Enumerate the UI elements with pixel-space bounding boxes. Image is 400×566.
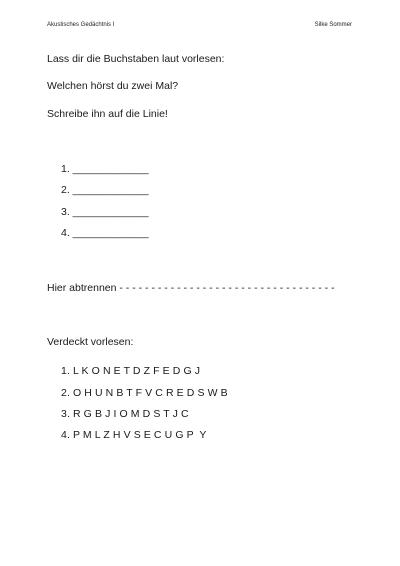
- answer-line-2: 2. _____________: [61, 184, 149, 196]
- letter-sequence-3: 3. R G B J I O M D S T J C: [61, 408, 189, 420]
- cut-here-separator: Hier abtrennen - - - - - - - - - - - - - - - - - - - - - - - - - - - - - - - - - -: [47, 282, 335, 294]
- letter-sequence-4: 4. P M L Z H V S E C U G P Y: [61, 429, 207, 441]
- instruction-2: Welchen hörst du zwei Mal?: [47, 80, 179, 92]
- letter-sequence-1: 1. L K O N E T D Z F E D G J: [61, 365, 201, 377]
- header-left-text: Akustisches Gedächtnis I: [47, 22, 115, 28]
- instruction-3: Schreibe ihn auf die Linie!: [47, 108, 168, 120]
- answer-line-3: 3. _____________: [61, 206, 149, 218]
- letter-sequence-2: 2. O H U N B T F V C R E D S W B: [61, 387, 228, 399]
- hidden-heading: Verdeckt vorlesen:: [47, 336, 134, 348]
- answer-line-4: 4. _____________: [61, 227, 149, 239]
- answer-line-1: 1. _____________: [61, 163, 149, 175]
- header-right-text: Silke Sommer: [314, 22, 352, 28]
- instruction-1: Lass dir die Buchstaben laut vorlesen:: [47, 53, 225, 65]
